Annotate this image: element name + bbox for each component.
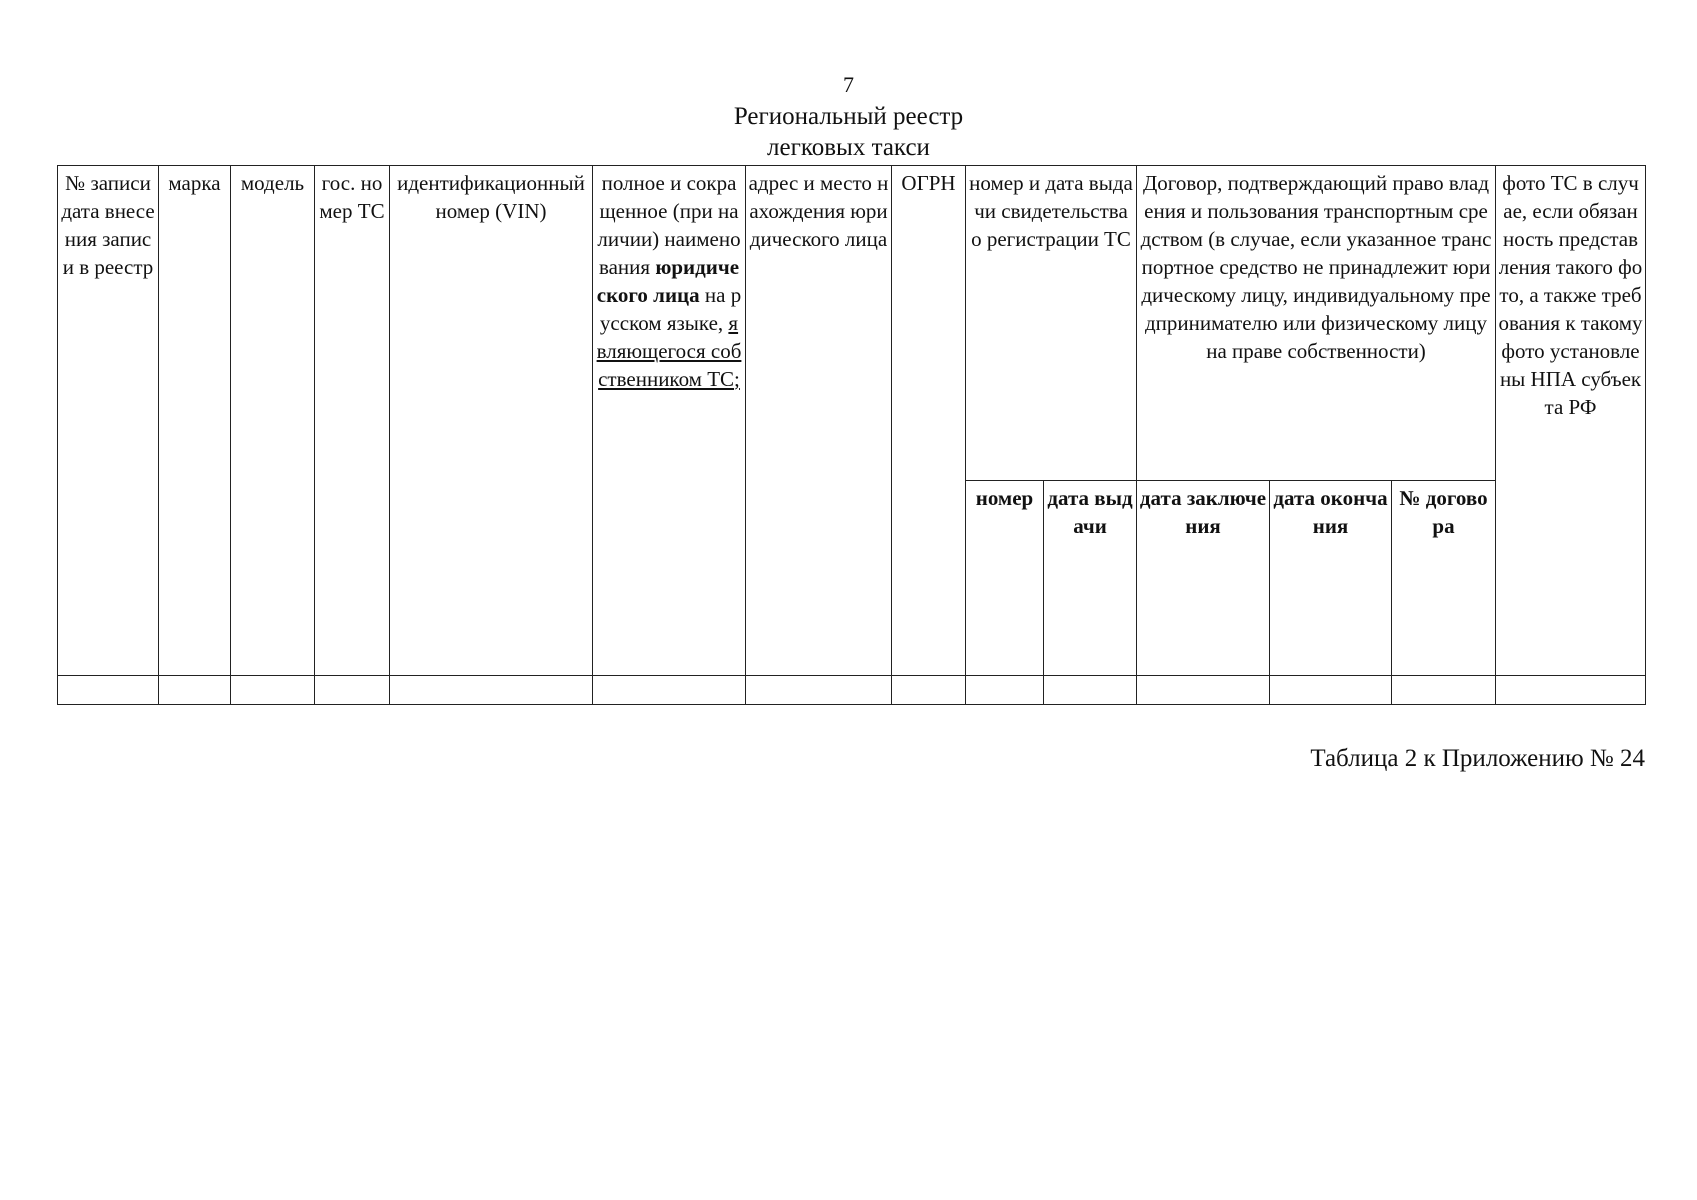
owner-name-semicolon: ; — [734, 367, 740, 391]
header-model: модель — [231, 166, 315, 676]
table-cell — [58, 676, 159, 705]
header-plate: гос. номер ТС — [315, 166, 390, 676]
table-cell — [892, 676, 966, 705]
title-line-1: Региональный реестр — [733, 103, 964, 130]
owner-name-bold: юридического лица — [596, 255, 740, 307]
subheader-contract-start: дата заключения — [1137, 481, 1270, 676]
subheader-cert-number: номер — [966, 481, 1044, 676]
owner-name-part1: полное и сокращенное (при наличии) наименования — [597, 171, 741, 279]
table-cell — [1270, 676, 1392, 705]
table-cell — [966, 676, 1044, 705]
table-cell — [390, 676, 593, 705]
page-number: 7 — [843, 72, 854, 97]
header-contract: Договор, подтверждающий право владения и пользования транспортным средством (в случае, если указанное транспортное средство не принадлежит юридическому лицу, индивидуальному предпринимателю или физическому лицу на праве собственности) — [1137, 166, 1496, 481]
table-cell — [593, 676, 746, 705]
table-caption: Таблица 2 к Приложению № 24 — [1310, 745, 1645, 772]
table-cell — [1044, 676, 1137, 705]
registry-table — [57, 165, 1646, 705]
header-address: адрес и место нахождения юридического лица — [746, 166, 892, 676]
table-cell — [159, 676, 231, 705]
subheader-cert-date: дата выдачи — [1044, 481, 1137, 676]
header-ogrn: ОГРН — [892, 166, 966, 676]
table-row — [58, 676, 1646, 705]
header-vin: идентификационный номер (VIN) — [390, 166, 593, 676]
subheader-contract-end: дата окончания — [1270, 481, 1392, 676]
owner-name-underlined: являющегося собственником ТС — [596, 311, 742, 391]
header-owner-name — [593, 166, 746, 676]
table-cell — [746, 676, 892, 705]
header-record: № записи дата внесения записи в реестр — [58, 166, 159, 676]
table-cell — [1496, 676, 1646, 705]
title-line-2: легковых такси — [767, 134, 930, 161]
owner-name-part3: на русском языке, — [599, 283, 742, 335]
header-certificate: номер и дата выдачи свидетельства о регистрации ТС — [966, 166, 1137, 481]
subheader-contract-number: № договора — [1392, 481, 1496, 676]
table-cell — [1137, 676, 1270, 705]
header-brand: марка — [159, 166, 231, 676]
table-cell — [231, 676, 315, 705]
document-title — [0, 101, 1697, 163]
table-cell — [1392, 676, 1496, 705]
table-cell — [315, 676, 390, 705]
header-photo: фото ТС в случае, если обязанность представления такого фото, а также требования к такому фото установлены НПА субъекта РФ — [1496, 166, 1646, 676]
